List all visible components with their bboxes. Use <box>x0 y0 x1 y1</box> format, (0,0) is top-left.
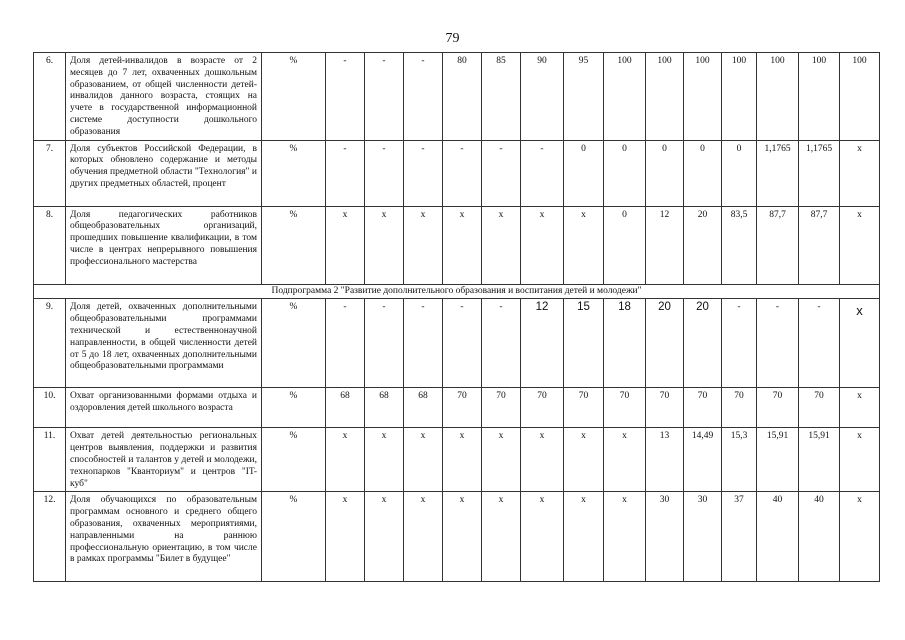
row-number: 10. <box>34 388 66 428</box>
value-cell: 68 <box>326 388 365 428</box>
unit-cell: % <box>262 428 326 492</box>
value-cell: - <box>443 299 482 388</box>
value-cell: х <box>404 206 443 284</box>
value-cell: - <box>404 140 443 206</box>
table-row <box>34 140 880 206</box>
value-cell: 70 <box>521 388 564 428</box>
value-cell: х <box>521 428 564 492</box>
value-cell: - <box>365 140 404 206</box>
value-cell: х <box>326 492 365 582</box>
page-number: 79 <box>445 31 460 46</box>
value-cell: 70 <box>482 388 521 428</box>
table-row <box>34 299 880 388</box>
value-cell: - <box>326 53 365 141</box>
value-cell: 80 <box>443 53 482 141</box>
value-cell: - <box>365 53 404 141</box>
value-cell: 30 <box>646 492 684 582</box>
unit-cell: % <box>262 140 326 206</box>
value-cell: х <box>564 428 604 492</box>
value-cell: 68 <box>365 388 404 428</box>
indicator-name: Доля педагогических работников общеобразовательных организаций, прошедших повышение квалификации, в том числе в центрах непрерывного повышения профессионального мастерства <box>66 206 262 284</box>
value-cell: х <box>482 206 521 284</box>
value-cell: х <box>365 492 404 582</box>
value-cell: х <box>840 299 880 388</box>
value-cell: 87,7 <box>799 206 840 284</box>
value-cell: - <box>521 140 564 206</box>
value-cell: 68 <box>404 388 443 428</box>
value-cell: - <box>482 140 521 206</box>
value-cell: х <box>404 428 443 492</box>
value-cell: 0 <box>684 140 722 206</box>
indicator-name: Доля субъектов Российской Федерации, в которых обновлено содержание и методы обучения предметной области "Технология" и других предметных областей, процент <box>66 140 262 206</box>
value-cell: х <box>482 492 521 582</box>
indicators-table <box>33 52 880 582</box>
value-cell: х <box>365 428 404 492</box>
value-cell: 15,91 <box>757 428 799 492</box>
value-cell: 30 <box>684 492 722 582</box>
value-cell: х <box>840 388 880 428</box>
value-cell: 40 <box>757 492 799 582</box>
value-cell: - <box>443 140 482 206</box>
indicator-name: Доля детей, охваченных дополнительными общеобразовательными программами технической и естественнонаучной направленности, в общей численности детей от 5 до 18 лет, охваченных дополнительными общеобразовательными программами <box>66 299 262 388</box>
value-cell: 0 <box>646 140 684 206</box>
value-cell: 70 <box>646 388 684 428</box>
value-cell: х <box>840 428 880 492</box>
value-cell: - <box>757 299 799 388</box>
value-cell: х <box>326 206 365 284</box>
unit-cell: % <box>262 388 326 428</box>
value-cell: 70 <box>604 388 646 428</box>
value-cell: 37 <box>722 492 757 582</box>
table-row <box>34 206 880 284</box>
value-cell: 12 <box>646 206 684 284</box>
indicator-name: Охват детей деятельностью региональных центров выявления, поддержки и развития способностей и талантов у детей и молодежи, технопарков "Кванториум" и центров "IT-куб" <box>66 428 262 492</box>
unit-cell: % <box>262 299 326 388</box>
value-cell: - <box>404 299 443 388</box>
value-cell: 83,5 <box>722 206 757 284</box>
unit-cell: % <box>262 492 326 582</box>
value-cell: 0 <box>604 140 646 206</box>
value-cell: - <box>799 299 840 388</box>
value-cell: х <box>564 206 604 284</box>
unit-cell: % <box>262 53 326 141</box>
value-cell: 12 <box>521 299 564 388</box>
indicator-name: Доля детей-инвалидов в возрасте от 2 месяцев до 7 лет, охваченных дошкольным образованием, от общей численности детей-инвалидов данного возраста, стоящих на учете в государственной информационной системе доступности дошкольного образования <box>66 53 262 141</box>
value-cell: 15,3 <box>722 428 757 492</box>
value-cell: х <box>604 428 646 492</box>
value-cell: 70 <box>799 388 840 428</box>
value-cell: 1,1765 <box>757 140 799 206</box>
value-cell: 20 <box>684 299 722 388</box>
value-cell: х <box>840 492 880 582</box>
value-cell: 0 <box>564 140 604 206</box>
value-cell: 70 <box>443 388 482 428</box>
value-cell: х <box>521 206 564 284</box>
value-cell: - <box>326 140 365 206</box>
value-cell: х <box>404 492 443 582</box>
value-cell: 100 <box>840 53 880 141</box>
row-number: 6. <box>34 53 66 141</box>
value-cell: 1,1765 <box>799 140 840 206</box>
row-number: 8. <box>34 206 66 284</box>
indicator-name: Доля обучающихся по образовательным программам основного и среднего общего образования, охваченных мероприятиями, направленными на раннюю профессиональную ориентацию, в том числе в рамках программы "Билет в будущее" <box>66 492 262 582</box>
value-cell: х <box>482 428 521 492</box>
row-number: 12. <box>34 492 66 582</box>
value-cell: х <box>443 492 482 582</box>
value-cell: 85 <box>482 53 521 141</box>
value-cell: 95 <box>564 53 604 141</box>
value-cell: х <box>443 428 482 492</box>
value-cell: 70 <box>684 388 722 428</box>
subprogram-title: Подпрограмма 2 "Развитие дополнительного образования и воспитания детей и молодежи" <box>34 284 880 299</box>
value-cell: х <box>604 492 646 582</box>
table-row <box>34 53 880 141</box>
value-cell: х <box>564 492 604 582</box>
value-cell: - <box>722 299 757 388</box>
table-row <box>34 492 880 582</box>
value-cell: 14,49 <box>684 428 722 492</box>
value-cell: 15 <box>564 299 604 388</box>
value-cell: х <box>521 492 564 582</box>
value-cell: 100 <box>684 53 722 141</box>
value-cell: 13 <box>646 428 684 492</box>
value-cell: 100 <box>799 53 840 141</box>
value-cell: - <box>326 299 365 388</box>
value-cell: 70 <box>722 388 757 428</box>
table-row <box>34 428 880 492</box>
value-cell: 100 <box>722 53 757 141</box>
value-cell: 100 <box>757 53 799 141</box>
value-cell: 90 <box>521 53 564 141</box>
unit-cell: % <box>262 206 326 284</box>
value-cell: 100 <box>646 53 684 141</box>
value-cell: - <box>404 53 443 141</box>
value-cell: х <box>365 206 404 284</box>
value-cell: 70 <box>564 388 604 428</box>
indicator-name: Охват организованными формами отдыха и оздоровления детей школьного возраста <box>66 388 262 428</box>
value-cell: - <box>365 299 404 388</box>
value-cell: х <box>840 140 880 206</box>
value-cell: 0 <box>722 140 757 206</box>
value-cell: 87,7 <box>757 206 799 284</box>
value-cell: 0 <box>604 206 646 284</box>
value-cell: 100 <box>604 53 646 141</box>
row-number: 9. <box>34 299 66 388</box>
subprogram-row <box>34 284 880 299</box>
value-cell: х <box>443 206 482 284</box>
value-cell: х <box>840 206 880 284</box>
row-number: 11. <box>34 428 66 492</box>
value-cell: 40 <box>799 492 840 582</box>
value-cell: - <box>482 299 521 388</box>
value-cell: 15,91 <box>799 428 840 492</box>
value-cell: 20 <box>684 206 722 284</box>
value-cell: 18 <box>604 299 646 388</box>
row-number: 7. <box>34 140 66 206</box>
table-row <box>34 388 880 428</box>
value-cell: х <box>326 428 365 492</box>
value-cell: 20 <box>646 299 684 388</box>
value-cell: 70 <box>757 388 799 428</box>
